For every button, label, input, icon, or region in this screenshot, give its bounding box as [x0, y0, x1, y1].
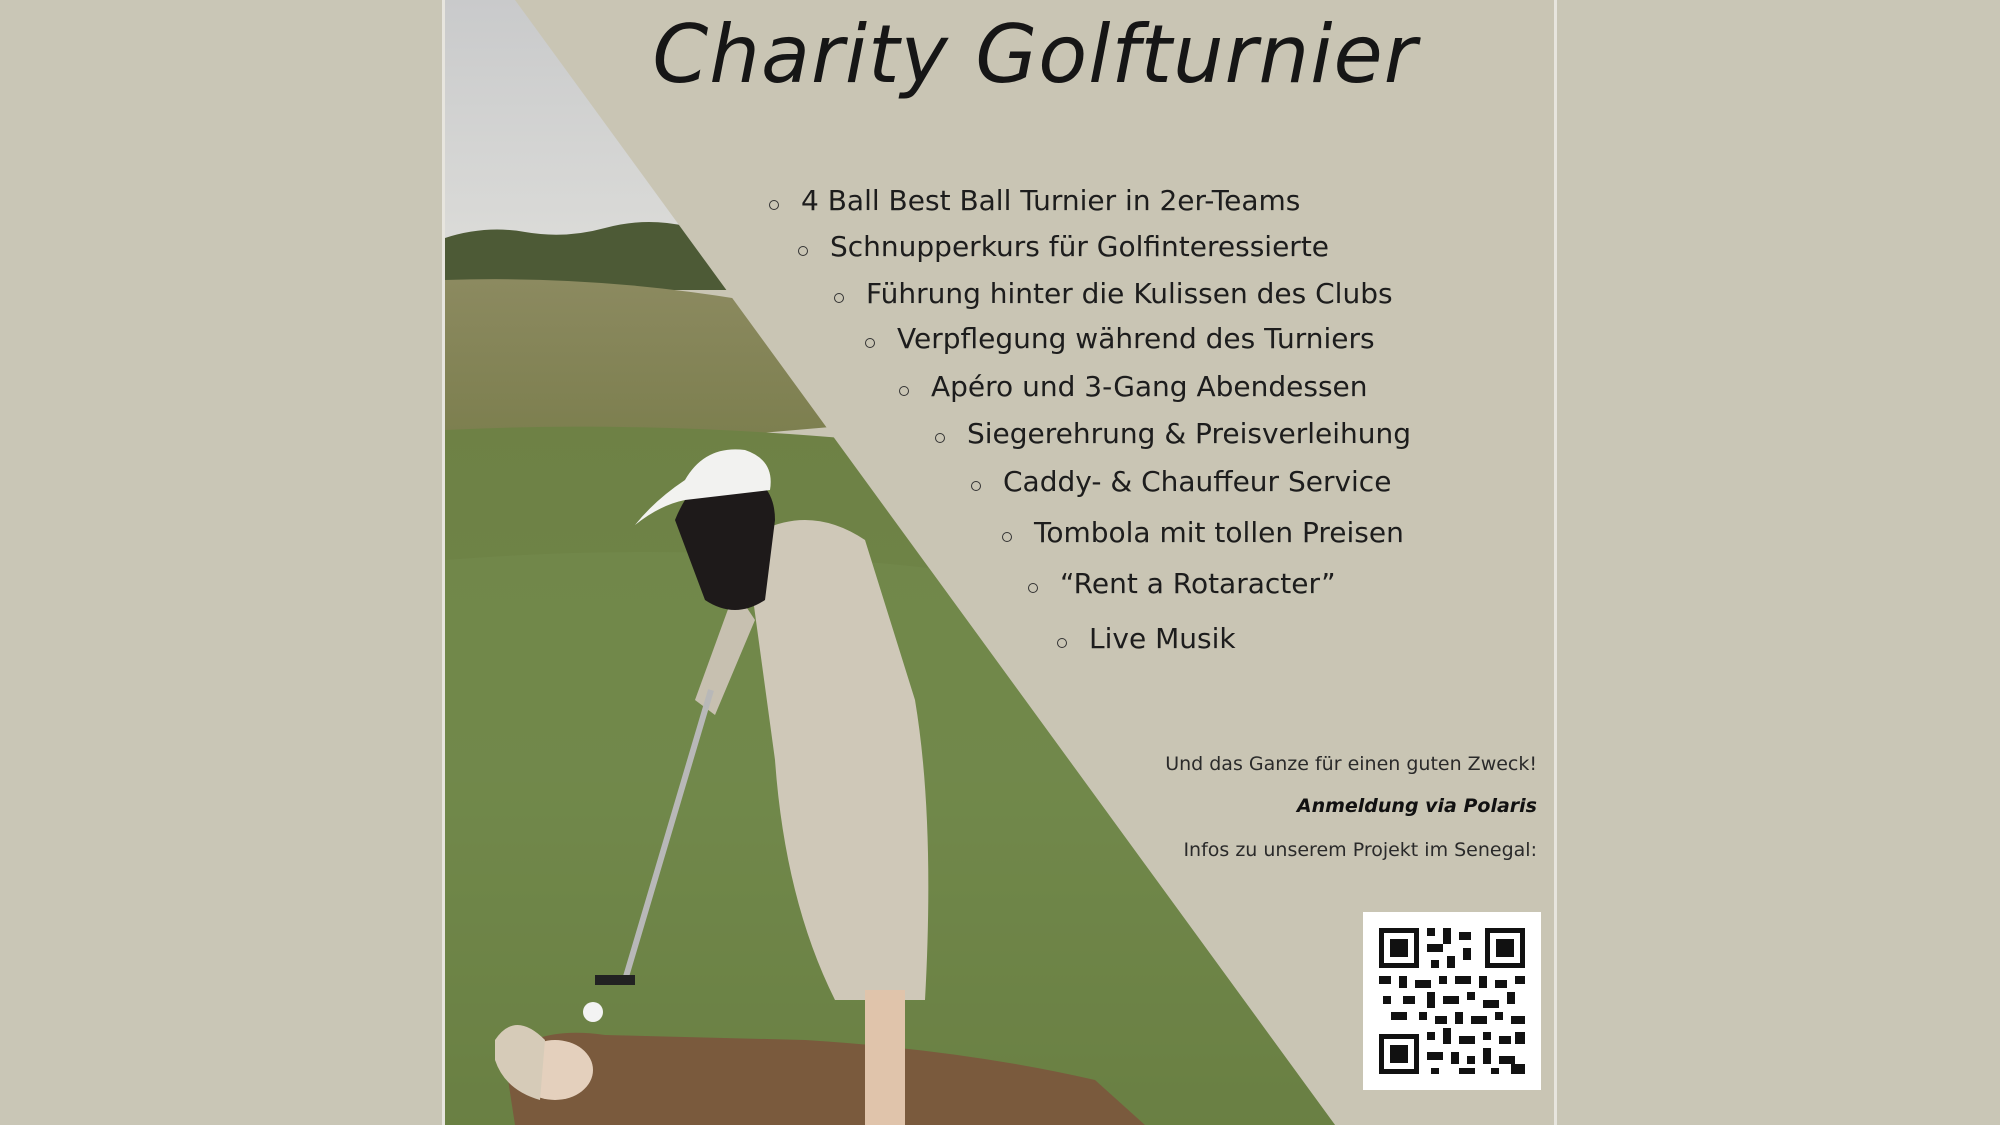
feature-item	[899, 370, 1368, 403]
feature-item	[1028, 567, 1336, 600]
bullet-icon	[1028, 583, 1038, 593]
feature-text: Live Musik	[1089, 622, 1236, 655]
bullet-icon	[865, 338, 875, 348]
feature-text: Caddy- & Chauffeur Service	[1003, 465, 1392, 498]
bullet-icon	[935, 433, 945, 443]
qr-code[interactable]	[1363, 912, 1541, 1090]
feature-item	[971, 465, 1391, 498]
charity-golf-flyer	[445, 0, 1554, 1125]
feature-item	[798, 230, 1329, 263]
feature-item	[834, 277, 1393, 310]
feature-text: “Rent a Rotaracter”	[1060, 567, 1336, 600]
feature-text: 4 Ball Best Ball Turnier in 2er-Teams	[801, 184, 1301, 217]
feature-text: Tombola mit tollen Preisen	[1034, 516, 1404, 549]
feature-text: Siegerehrung & Preisverleihung	[967, 417, 1412, 450]
feature-text: Führung hinter die Kulissen des Clubs	[866, 277, 1393, 310]
feature-item	[865, 322, 1375, 355]
tagline: Und das Ganze für einen guten Zweck!	[1165, 753, 1537, 775]
bullet-icon	[834, 293, 844, 303]
feature-item	[1002, 516, 1404, 549]
feature-text: Schnupperkurs für Golfinteressierte	[830, 230, 1330, 263]
feature-item	[769, 184, 1300, 217]
bullet-icon	[899, 386, 909, 396]
flyer-title: Charity Golfturnier	[652, 8, 1418, 101]
feature-text: Verpflegung während des Turniers	[897, 322, 1375, 355]
project-info: Infos zu unserem Projekt im Senegal:	[1183, 839, 1537, 861]
bullet-icon	[798, 246, 808, 256]
bullet-icon	[1057, 638, 1067, 648]
bullet-icon	[971, 481, 981, 491]
feature-text: Apéro und 3-Gang Abendessen	[931, 370, 1368, 403]
feature-item	[935, 417, 1411, 450]
feature-item	[1057, 622, 1236, 655]
registration-note: Anmeldung via Polaris	[1296, 795, 1537, 817]
bullet-icon	[1002, 532, 1012, 542]
bullet-icon	[769, 200, 779, 210]
